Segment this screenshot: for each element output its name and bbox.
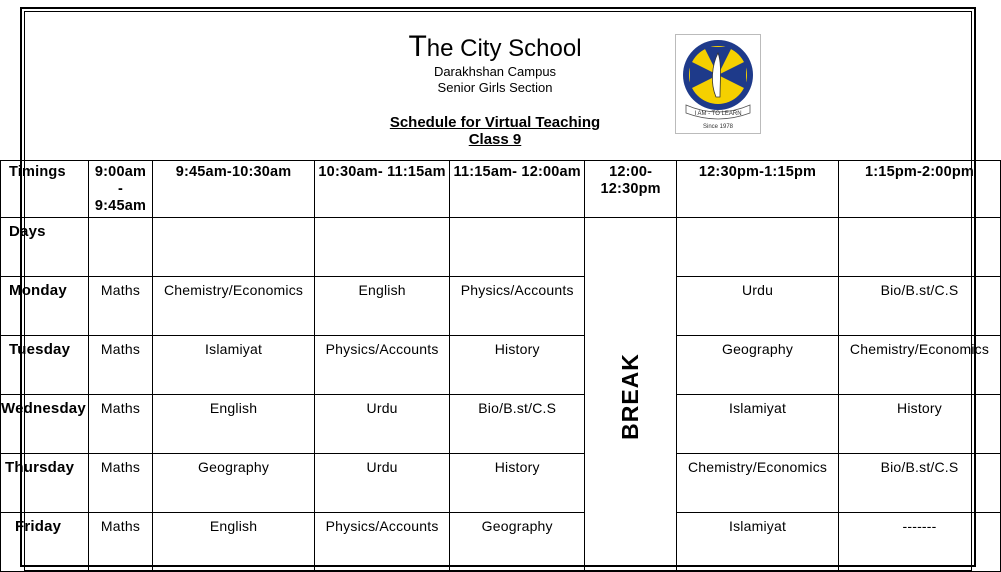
table-cell: Urdu [315, 395, 450, 454]
table-cell [450, 218, 585, 277]
days-label: Days [1, 218, 89, 277]
school-crest-icon [676, 35, 760, 133]
logo-since: Since 1978 [702, 124, 734, 130]
table-cell: Physics/Accounts [315, 513, 450, 572]
schedule-title-text: Schedule for Virtual Teaching [389, 114, 601, 131]
section-name: Senior Girls Section [437, 80, 553, 95]
break-label: BREAK [617, 352, 644, 440]
table-row [1, 277, 1001, 336]
table-cell: Islamiyat [153, 336, 315, 395]
table-cell [153, 218, 315, 277]
day-label: Monday [1, 277, 89, 336]
column-header: 1:15pm-2:00pm [839, 161, 1001, 218]
table-cell: History [450, 336, 585, 395]
column-header: 10:30am- 11:15am [315, 161, 450, 218]
table-cell: Maths [88, 336, 152, 395]
table-cell: Maths [88, 513, 152, 572]
campus-name: Darakhshan Campus [433, 64, 557, 79]
day-label: Thursday [1, 454, 89, 513]
table-cell: Islamiyat [677, 513, 839, 572]
table-row [1, 336, 1001, 395]
table-cell: Geography [450, 513, 585, 572]
table-row [1, 454, 1001, 513]
table-cell: Physics/Accounts [315, 336, 450, 395]
table-cell: History [839, 395, 1001, 454]
table-cell: English [153, 395, 315, 454]
logo-motto: I AM - TO LEARN [694, 111, 742, 117]
column-header: 9:45am-10:30am [153, 161, 315, 218]
column-header: 12:00- 12:30pm [585, 161, 677, 218]
table-cell: History [450, 454, 585, 513]
table-cell: Chemistry/Economics [839, 336, 1001, 395]
timetable [0, 160, 1001, 572]
day-label: Wednesday [1, 395, 89, 454]
table-cell: Urdu [677, 277, 839, 336]
timings-label: Timings [1, 161, 89, 218]
school-logo [675, 34, 761, 134]
table-cell: Maths [88, 454, 152, 513]
table-cell: English [153, 513, 315, 572]
schedule-title [300, 114, 690, 148]
table-cell: Geography [153, 454, 315, 513]
table-cell: Bio/B.st/C.S [450, 395, 585, 454]
table-cell: Chemistry/Economics [677, 454, 839, 513]
table-cell: Geography [677, 336, 839, 395]
table-cell [315, 218, 450, 277]
table-cell: English [315, 277, 450, 336]
table-cell [839, 218, 1001, 277]
table-cell: Maths [88, 277, 152, 336]
column-header: 11:15am- 12:00am [450, 161, 585, 218]
table-cell: ------- [839, 513, 1001, 572]
days-row [1, 218, 1001, 277]
table-cell: Islamiyat [677, 395, 839, 454]
column-header: 9:00am - 9:45am [88, 161, 152, 218]
day-label: Friday [1, 513, 89, 572]
table-cell: Chemistry/Economics [153, 277, 315, 336]
table-cell: Bio/B.st/C.S [839, 277, 1001, 336]
table-cell: Bio/B.st/C.S [839, 454, 1001, 513]
table-cell: Urdu [315, 454, 450, 513]
table-cell [677, 218, 839, 277]
campus-info [300, 64, 690, 96]
column-header: 12:30pm-1:15pm [677, 161, 839, 218]
table-row [1, 395, 1001, 454]
table-cell: Physics/Accounts [450, 277, 585, 336]
break-cell [585, 218, 677, 572]
table-cell [88, 218, 152, 277]
school-name: The City School [408, 30, 582, 63]
table-cell: Maths [88, 395, 152, 454]
day-label: Tuesday [1, 336, 89, 395]
header-row [1, 161, 1001, 218]
table-row [1, 513, 1001, 572]
class-label: Class 9 [468, 131, 522, 148]
